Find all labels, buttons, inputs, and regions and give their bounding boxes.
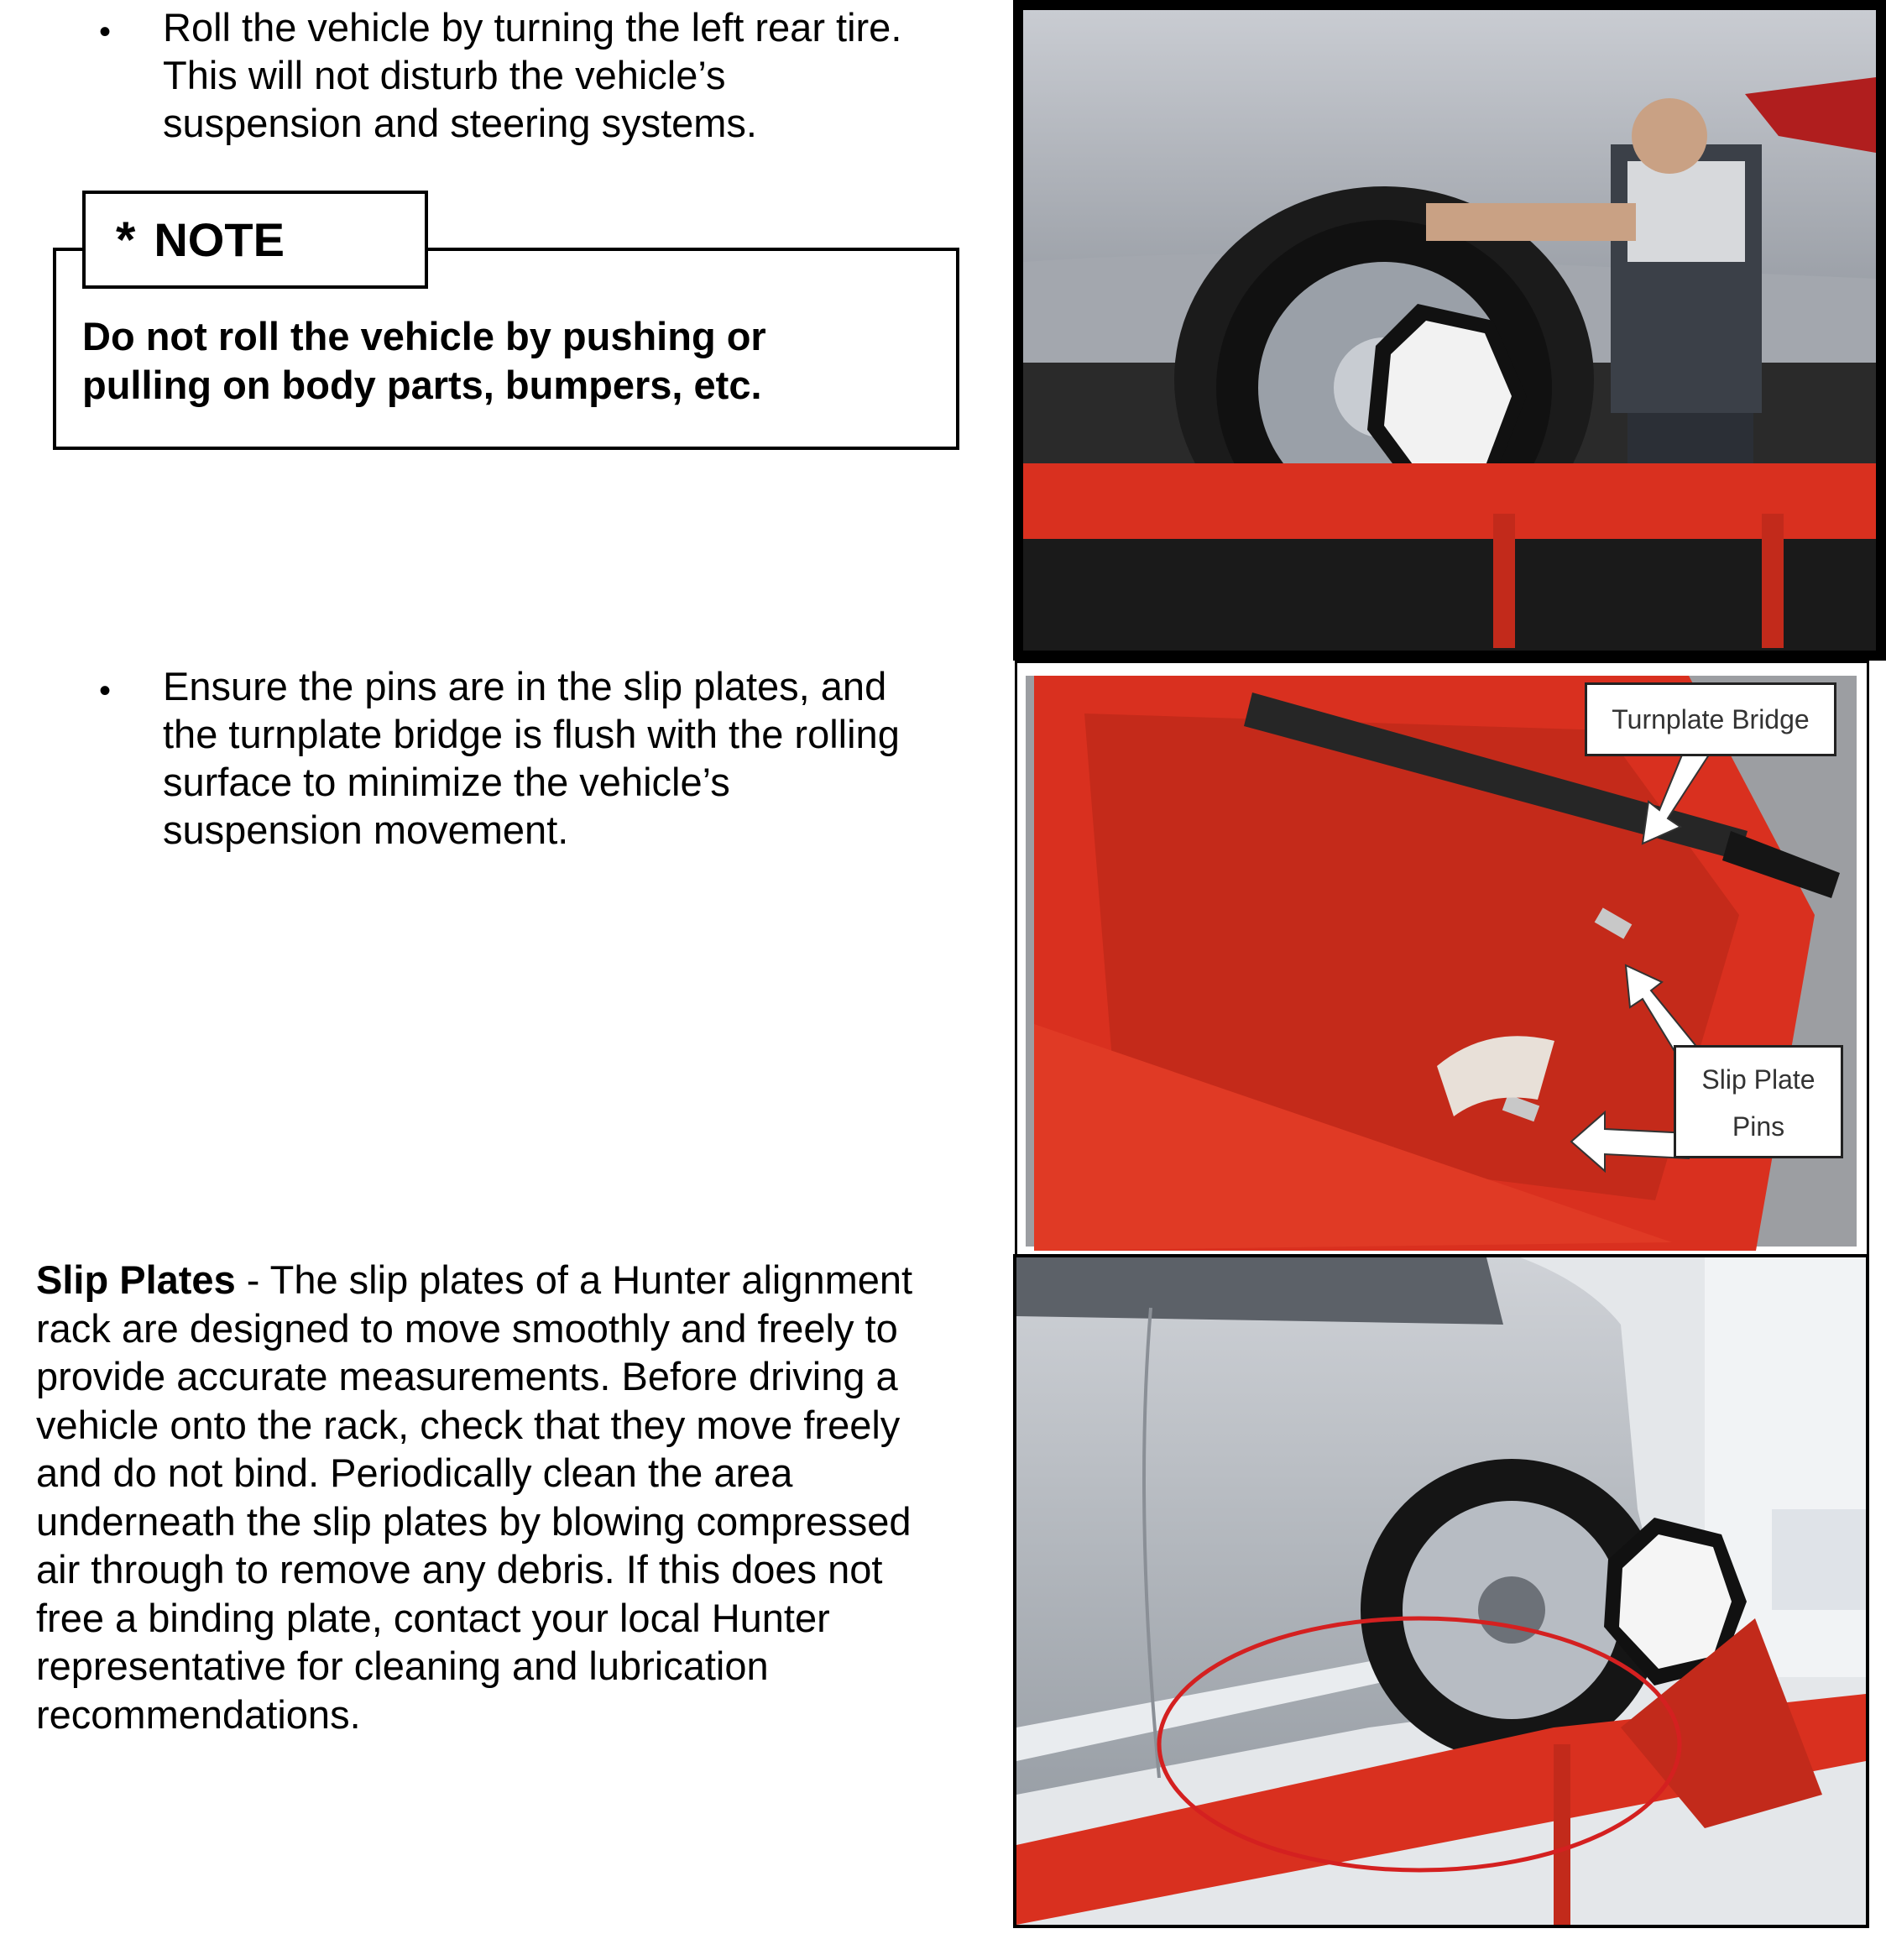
paragraph-line: vehicle onto the rack, check that they move freely xyxy=(36,1402,901,1447)
callout-slip-plate-pins xyxy=(1674,1045,1843,1158)
photo-car-on-rack-image xyxy=(1016,1257,1866,1925)
paragraph-line xyxy=(36,1256,1010,1304)
note-line: Do not roll the vehicle by pushing or xyxy=(82,314,766,358)
bullet-2-line: suspension movement. xyxy=(163,808,569,852)
paragraph-line: provide accurate measurements. Before driving a xyxy=(36,1354,898,1398)
bullet-1-text xyxy=(163,3,901,147)
bullet-1-line: This will not disturb the vehicle’s xyxy=(163,53,726,97)
bullet-1-dot: • xyxy=(99,13,112,50)
bullet-2-text xyxy=(163,662,900,854)
bullet-2-dot: • xyxy=(99,672,112,709)
paragraph-line: recommendations. xyxy=(36,1691,361,1737)
paragraph-line: air through to remove any debris. If this does not xyxy=(36,1547,883,1592)
paragraph-heading: Slip Plates xyxy=(36,1257,236,1302)
photo-car-on-rack xyxy=(1013,1254,1869,1928)
photo-rolling-tire xyxy=(1013,0,1886,661)
bullet-2-line: the turnplate bridge is flush with the rolling xyxy=(163,712,900,756)
paragraph-line: representative for cleaning and lubrication xyxy=(36,1644,769,1688)
callout-pins-text: Pins xyxy=(1732,1111,1785,1142)
paragraph-line: rack are designed to move smoothly and freely to xyxy=(36,1305,898,1351)
callout-turnplate-bridge-text: Turnplate Bridge xyxy=(1612,704,1810,734)
note-text xyxy=(82,312,766,410)
slip-plates-paragraph xyxy=(36,1256,1010,1738)
asterisk-icon: * xyxy=(116,211,136,268)
callout-turnplate-bridge xyxy=(1585,682,1836,756)
paragraph-line: free a binding plate, contact your local Hunter xyxy=(36,1595,830,1640)
bullet-1-line: suspension and steering systems. xyxy=(163,101,757,145)
bullet-2-line: Ensure the pins are in the slip plates, and xyxy=(163,664,887,708)
photo-rolling-tire-image xyxy=(1023,10,1876,651)
bullet-2-line: surface to minimize the vehicle’s xyxy=(163,760,730,804)
paragraph-line: and do not bind. Periodically clean the area xyxy=(36,1450,793,1495)
paragraph-line: underneath the slip plates by blowing compressed xyxy=(36,1498,912,1544)
photo-turnplate xyxy=(1015,661,1869,1257)
note-title: NOTE xyxy=(154,213,285,266)
note-header xyxy=(82,191,428,289)
paragraph-first-line: - The slip plates of a Hunter alignment xyxy=(235,1257,913,1302)
callout-slip-plate-text: Slip Plate xyxy=(1701,1064,1815,1095)
bullet-1-line: Roll the vehicle by turning the left rear tire. xyxy=(163,5,902,50)
note-line: pulling on body parts, bumpers, etc. xyxy=(82,363,762,407)
